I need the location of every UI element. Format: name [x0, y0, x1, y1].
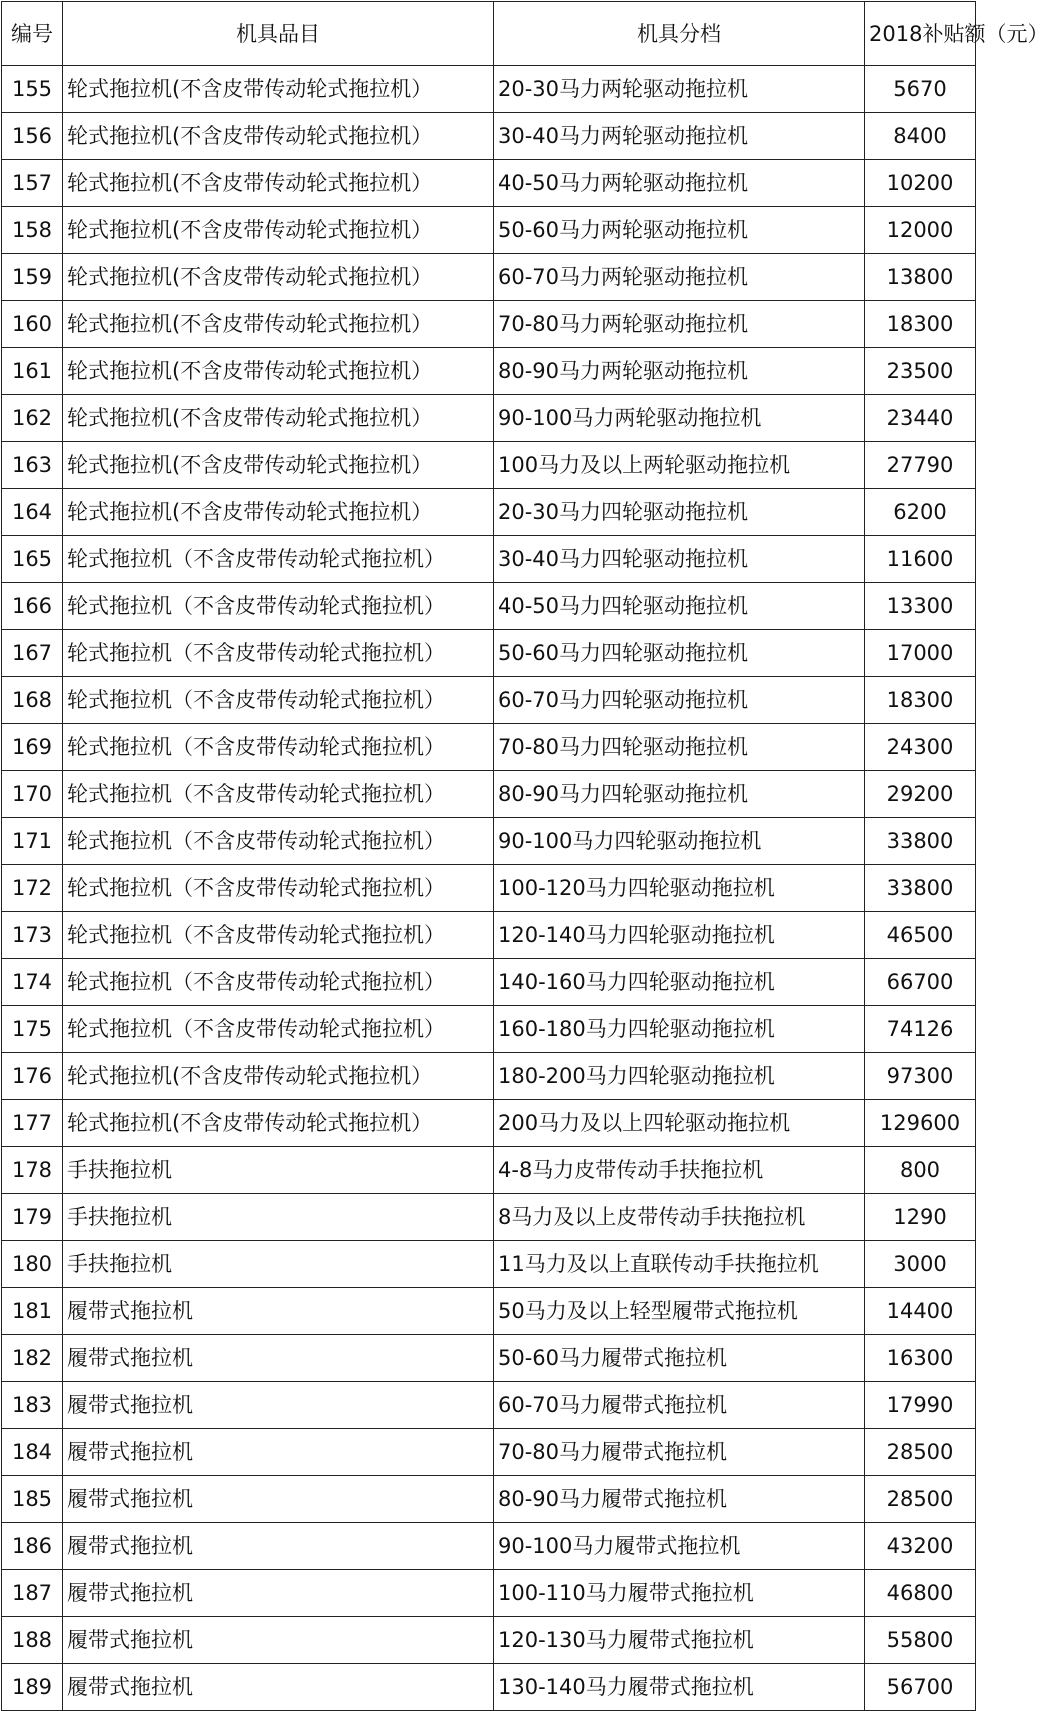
row-amount: 17990: [865, 1382, 976, 1429]
row-grade: 200马力及以上四轮驱动拖拉机: [494, 1100, 865, 1147]
row-item: 轮式拖拉机(不含皮带传动轮式拖拉机）: [63, 1100, 494, 1147]
row-item: 轮式拖拉机（不含皮带传动轮式拖拉机）: [63, 724, 494, 771]
table-row: [2, 1429, 976, 1476]
row-number: 167: [2, 630, 63, 677]
row-grade: 130-140马力履带式拖拉机: [494, 1664, 865, 1711]
row-grade: 90-100马力履带式拖拉机: [494, 1523, 865, 1570]
row-amount: 24300: [865, 724, 976, 771]
row-item: 轮式拖拉机(不含皮带传动轮式拖拉机）: [63, 1053, 494, 1100]
row-amount: 18300: [865, 677, 976, 724]
row-amount: 56700: [865, 1664, 976, 1711]
row-number: 187: [2, 1570, 63, 1617]
table-row: [2, 1664, 976, 1711]
row-amount: 29200: [865, 771, 976, 818]
row-amount: 8400: [865, 113, 976, 160]
row-item: 履带式拖拉机: [63, 1288, 494, 1335]
table-row: [2, 1382, 976, 1429]
row-amount: 74126: [865, 1006, 976, 1053]
row-item: 履带式拖拉机: [63, 1476, 494, 1523]
row-grade: 30-40马力两轮驱动拖拉机: [494, 113, 865, 160]
row-grade: 40-50马力两轮驱动拖拉机: [494, 160, 865, 207]
table-row: [2, 160, 976, 207]
table-row: [2, 630, 976, 677]
table-row: [2, 724, 976, 771]
row-grade: 100-110马力履带式拖拉机: [494, 1570, 865, 1617]
row-grade: 180-200马力四轮驱动拖拉机: [494, 1053, 865, 1100]
row-item: 轮式拖拉机（不含皮带传动轮式拖拉机）: [63, 677, 494, 724]
header-amount: 2018补贴额（元）: [865, 2, 976, 66]
table-row: [2, 489, 976, 536]
row-amount: 66700: [865, 959, 976, 1006]
table-row: [2, 1617, 976, 1664]
table-row: [2, 254, 976, 301]
row-grade: 80-90马力四轮驱动拖拉机: [494, 771, 865, 818]
row-amount: 129600: [865, 1100, 976, 1147]
row-amount: 23500: [865, 348, 976, 395]
table-row: [2, 348, 976, 395]
table-row: [2, 207, 976, 254]
row-amount: 16300: [865, 1335, 976, 1382]
table-row: [2, 1476, 976, 1523]
row-grade: 100-120马力四轮驱动拖拉机: [494, 865, 865, 912]
row-amount: 46500: [865, 912, 976, 959]
row-amount: 55800: [865, 1617, 976, 1664]
row-item: 轮式拖拉机（不含皮带传动轮式拖拉机）: [63, 959, 494, 1006]
row-grade: 60-70马力四轮驱动拖拉机: [494, 677, 865, 724]
row-number: 184: [2, 1429, 63, 1476]
row-item: 轮式拖拉机（不含皮带传动轮式拖拉机）: [63, 818, 494, 865]
row-number: 155: [2, 66, 63, 113]
table-row: [2, 395, 976, 442]
header-row: [2, 2, 976, 66]
row-amount: 5670: [865, 66, 976, 113]
row-item: 轮式拖拉机(不含皮带传动轮式拖拉机）: [63, 207, 494, 254]
row-number: 179: [2, 1194, 63, 1241]
row-item: 轮式拖拉机(不含皮带传动轮式拖拉机）: [63, 348, 494, 395]
row-item: 轮式拖拉机（不含皮带传动轮式拖拉机）: [63, 583, 494, 630]
row-number: 174: [2, 959, 63, 1006]
row-grade: 90-100马力两轮驱动拖拉机: [494, 395, 865, 442]
row-item: 轮式拖拉机(不含皮带传动轮式拖拉机）: [63, 254, 494, 301]
row-amount: 3000: [865, 1241, 976, 1288]
row-number: 176: [2, 1053, 63, 1100]
row-grade: 70-80马力四轮驱动拖拉机: [494, 724, 865, 771]
row-grade: 50马力及以上轻型履带式拖拉机: [494, 1288, 865, 1335]
table-row: [2, 536, 976, 583]
row-amount: 97300: [865, 1053, 976, 1100]
row-amount: 18300: [865, 301, 976, 348]
table-row: [2, 818, 976, 865]
subsidy-table: [1, 1, 1048, 1711]
row-amount: 46800: [865, 1570, 976, 1617]
table-row: [2, 583, 976, 630]
row-grade: 11马力及以上直联传动手扶拖拉机: [494, 1241, 865, 1288]
row-amount: 27790: [865, 442, 976, 489]
row-item: 履带式拖拉机: [63, 1617, 494, 1664]
row-grade: 50-60马力履带式拖拉机: [494, 1335, 865, 1382]
row-number: 159: [2, 254, 63, 301]
row-item: 轮式拖拉机(不含皮带传动轮式拖拉机）: [63, 160, 494, 207]
row-number: 170: [2, 771, 63, 818]
row-item: 轮式拖拉机（不含皮带传动轮式拖拉机）: [63, 912, 494, 959]
row-number: 183: [2, 1382, 63, 1429]
row-item: 履带式拖拉机: [63, 1429, 494, 1476]
row-number: 180: [2, 1241, 63, 1288]
table-row: [2, 1006, 976, 1053]
row-amount: 33800: [865, 818, 976, 865]
row-item: 履带式拖拉机: [63, 1523, 494, 1570]
row-amount: 17000: [865, 630, 976, 677]
table-row: [2, 1570, 976, 1617]
row-grade: 80-90马力履带式拖拉机: [494, 1476, 865, 1523]
row-grade: 100马力及以上两轮驱动拖拉机: [494, 442, 865, 489]
header-item: 机具品目: [63, 2, 494, 66]
table-row: [2, 113, 976, 160]
row-grade: 70-80马力履带式拖拉机: [494, 1429, 865, 1476]
table-row: [2, 677, 976, 724]
row-grade: 50-60马力两轮驱动拖拉机: [494, 207, 865, 254]
row-grade: 90-100马力四轮驱动拖拉机: [494, 818, 865, 865]
row-number: 181: [2, 1288, 63, 1335]
row-amount: 6200: [865, 489, 976, 536]
row-grade: 8马力及以上皮带传动手扶拖拉机: [494, 1194, 865, 1241]
row-number: 164: [2, 489, 63, 536]
row-number: 156: [2, 113, 63, 160]
row-grade: 40-50马力四轮驱动拖拉机: [494, 583, 865, 630]
row-number: 160: [2, 301, 63, 348]
row-number: 175: [2, 1006, 63, 1053]
row-amount: 13300: [865, 583, 976, 630]
row-number: 182: [2, 1335, 63, 1382]
row-item: 履带式拖拉机: [63, 1570, 494, 1617]
table-row: [2, 1523, 976, 1570]
row-amount: 28500: [865, 1429, 976, 1476]
row-grade: 80-90马力两轮驱动拖拉机: [494, 348, 865, 395]
row-number: 165: [2, 536, 63, 583]
table-row: [2, 1147, 976, 1194]
row-number: 172: [2, 865, 63, 912]
row-item: 履带式拖拉机: [63, 1382, 494, 1429]
row-grade: 4-8马力皮带传动手扶拖拉机: [494, 1147, 865, 1194]
row-number: 169: [2, 724, 63, 771]
header-grade: 机具分档: [494, 2, 865, 66]
row-number: 188: [2, 1617, 63, 1664]
header-number: 编号: [2, 2, 63, 66]
row-number: 166: [2, 583, 63, 630]
table-row: [2, 1053, 976, 1100]
row-amount: 11600: [865, 536, 976, 583]
table-row: [2, 301, 976, 348]
row-number: 186: [2, 1523, 63, 1570]
row-grade: 120-140马力四轮驱动拖拉机: [494, 912, 865, 959]
table-row: [2, 959, 976, 1006]
row-amount: 43200: [865, 1523, 976, 1570]
row-item: 轮式拖拉机（不含皮带传动轮式拖拉机）: [63, 630, 494, 677]
row-grade: 140-160马力四轮驱动拖拉机: [494, 959, 865, 1006]
row-amount: 23440: [865, 395, 976, 442]
row-number: 163: [2, 442, 63, 489]
row-item: 手扶拖拉机: [63, 1147, 494, 1194]
table-row: [2, 1194, 976, 1241]
row-amount: 800: [865, 1147, 976, 1194]
row-grade: 20-30马力两轮驱动拖拉机: [494, 66, 865, 113]
row-number: 162: [2, 395, 63, 442]
row-grade: 120-130马力履带式拖拉机: [494, 1617, 865, 1664]
row-amount: 14400: [865, 1288, 976, 1335]
row-item: 手扶拖拉机: [63, 1194, 494, 1241]
table-row: [2, 66, 976, 113]
table-row: [2, 1288, 976, 1335]
table-row: [2, 771, 976, 818]
row-number: 177: [2, 1100, 63, 1147]
row-number: 178: [2, 1147, 63, 1194]
table-row: [2, 865, 976, 912]
row-item: 履带式拖拉机: [63, 1335, 494, 1382]
row-number: 161: [2, 348, 63, 395]
row-amount: 13800: [865, 254, 976, 301]
row-item: 轮式拖拉机(不含皮带传动轮式拖拉机）: [63, 489, 494, 536]
row-grade: 60-70马力两轮驱动拖拉机: [494, 254, 865, 301]
row-amount: 33800: [865, 865, 976, 912]
row-grade: 30-40马力四轮驱动拖拉机: [494, 536, 865, 583]
row-number: 189: [2, 1664, 63, 1711]
row-amount: 12000: [865, 207, 976, 254]
row-number: 158: [2, 207, 63, 254]
row-grade: 70-80马力两轮驱动拖拉机: [494, 301, 865, 348]
row-amount: 10200: [865, 160, 976, 207]
row-grade: 20-30马力四轮驱动拖拉机: [494, 489, 865, 536]
table-row: [2, 1335, 976, 1382]
row-item: 轮式拖拉机(不含皮带传动轮式拖拉机）: [63, 301, 494, 348]
row-number: 185: [2, 1476, 63, 1523]
row-item: 轮式拖拉机(不含皮带传动轮式拖拉机）: [63, 66, 494, 113]
row-amount: 1290: [865, 1194, 976, 1241]
row-grade: 50-60马力四轮驱动拖拉机: [494, 630, 865, 677]
row-item: 轮式拖拉机（不含皮带传动轮式拖拉机）: [63, 771, 494, 818]
table-row: [2, 442, 976, 489]
table-row: [2, 1241, 976, 1288]
row-item: 履带式拖拉机: [63, 1664, 494, 1711]
row-grade: 160-180马力四轮驱动拖拉机: [494, 1006, 865, 1053]
table-row: [2, 912, 976, 959]
row-item: 轮式拖拉机（不含皮带传动轮式拖拉机）: [63, 536, 494, 583]
row-item: 轮式拖拉机（不含皮带传动轮式拖拉机）: [63, 865, 494, 912]
row-number: 171: [2, 818, 63, 865]
row-number: 168: [2, 677, 63, 724]
row-number: 173: [2, 912, 63, 959]
row-item: 手扶拖拉机: [63, 1241, 494, 1288]
row-amount: 28500: [865, 1476, 976, 1523]
row-grade: 60-70马力履带式拖拉机: [494, 1382, 865, 1429]
row-item: 轮式拖拉机(不含皮带传动轮式拖拉机）: [63, 442, 494, 489]
row-item: 轮式拖拉机(不含皮带传动轮式拖拉机）: [63, 113, 494, 160]
subsidy-table-body: [2, 2, 1048, 1711]
row-number: 157: [2, 160, 63, 207]
table-row: [2, 1100, 976, 1147]
row-item: 轮式拖拉机（不含皮带传动轮式拖拉机）: [63, 1006, 494, 1053]
row-item: 轮式拖拉机(不含皮带传动轮式拖拉机）: [63, 395, 494, 442]
